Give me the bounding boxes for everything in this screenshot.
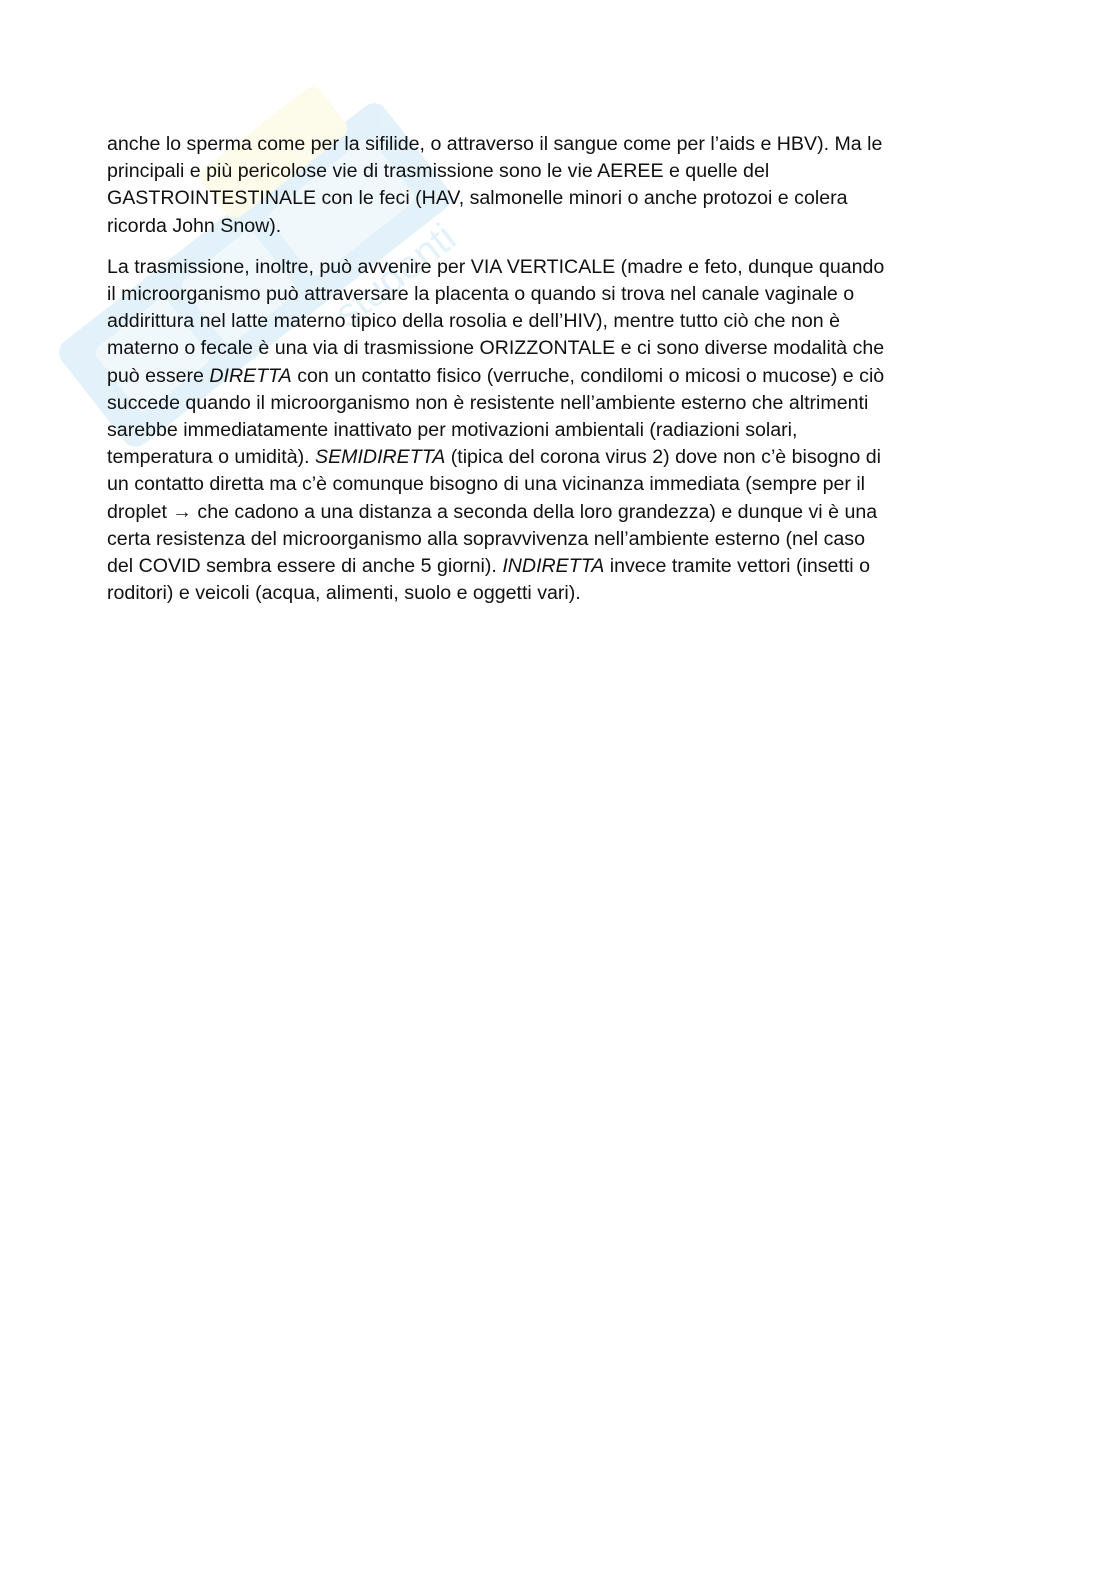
text-run: La trasmissione, inoltre, può avvenire per VIA VERTICALE (madre e feto, dunque quando il microorganismo può attraversare la placenta o quando si trova nel canale vaginale o addirittura nel latte materno tipico della rosolia e dell’HIV), mentre tutto ciò che non è materno o fecale è una via di trasmissione ORIZZONTALE e ci sono diverse modalità che può essere xyxy=(107,255,885,387)
watermark-lettering: studenti xyxy=(326,215,465,337)
text-run: invece tramite vettori (insetti o roditori) e veicoli (acqua, alimenti, suolo e oggetti vari). xyxy=(107,555,870,605)
paragraph-trasmissione-vie xyxy=(107,131,1007,240)
text-run: anche lo sperma come per la sifilide, o attraverso il sangue come per l’aids e HBV). Ma le principali e più pericolose vie di trasmissione sono le vie AEREE e quelle del GASTROINTESTINALE con le feci (HAV, salmonelle minori o anche protozoi e colera ricorda John Snow). xyxy=(107,133,883,237)
term-semidiretta: SEMIDIRETTA xyxy=(315,446,446,469)
term-diretta: DIRETTA xyxy=(209,364,292,387)
paragraph-trasmissione-verticale-orizzontale xyxy=(107,254,1007,608)
text-run: (tipica del corona virus 2) dove non c’è bisogno di un contatto diretta ma c’è comunque bisogno di una vicinanza immediata (sempre per il droplet → che cadono a una distanza a seconda della loro grandezza) e dunque vi è una certa resistenza del microorganismo alla sopravvivenza nell’ambiente esterno (nel caso del COVID sembra essere di anche 5 giorni). xyxy=(107,446,881,578)
document-body xyxy=(107,131,1007,621)
text-run: con un contatto fisico (verruche, condilomi o micosi o mucose) e ciò succede quando il microorganismo non è resistente nell’ambiente esterno che altrimenti sarebbe immediatamente inattivato per motivazioni ambientali (radiazioni solari, temperatura o umidità). xyxy=(107,364,885,469)
term-indiretta: INDIRETTA xyxy=(502,555,605,578)
